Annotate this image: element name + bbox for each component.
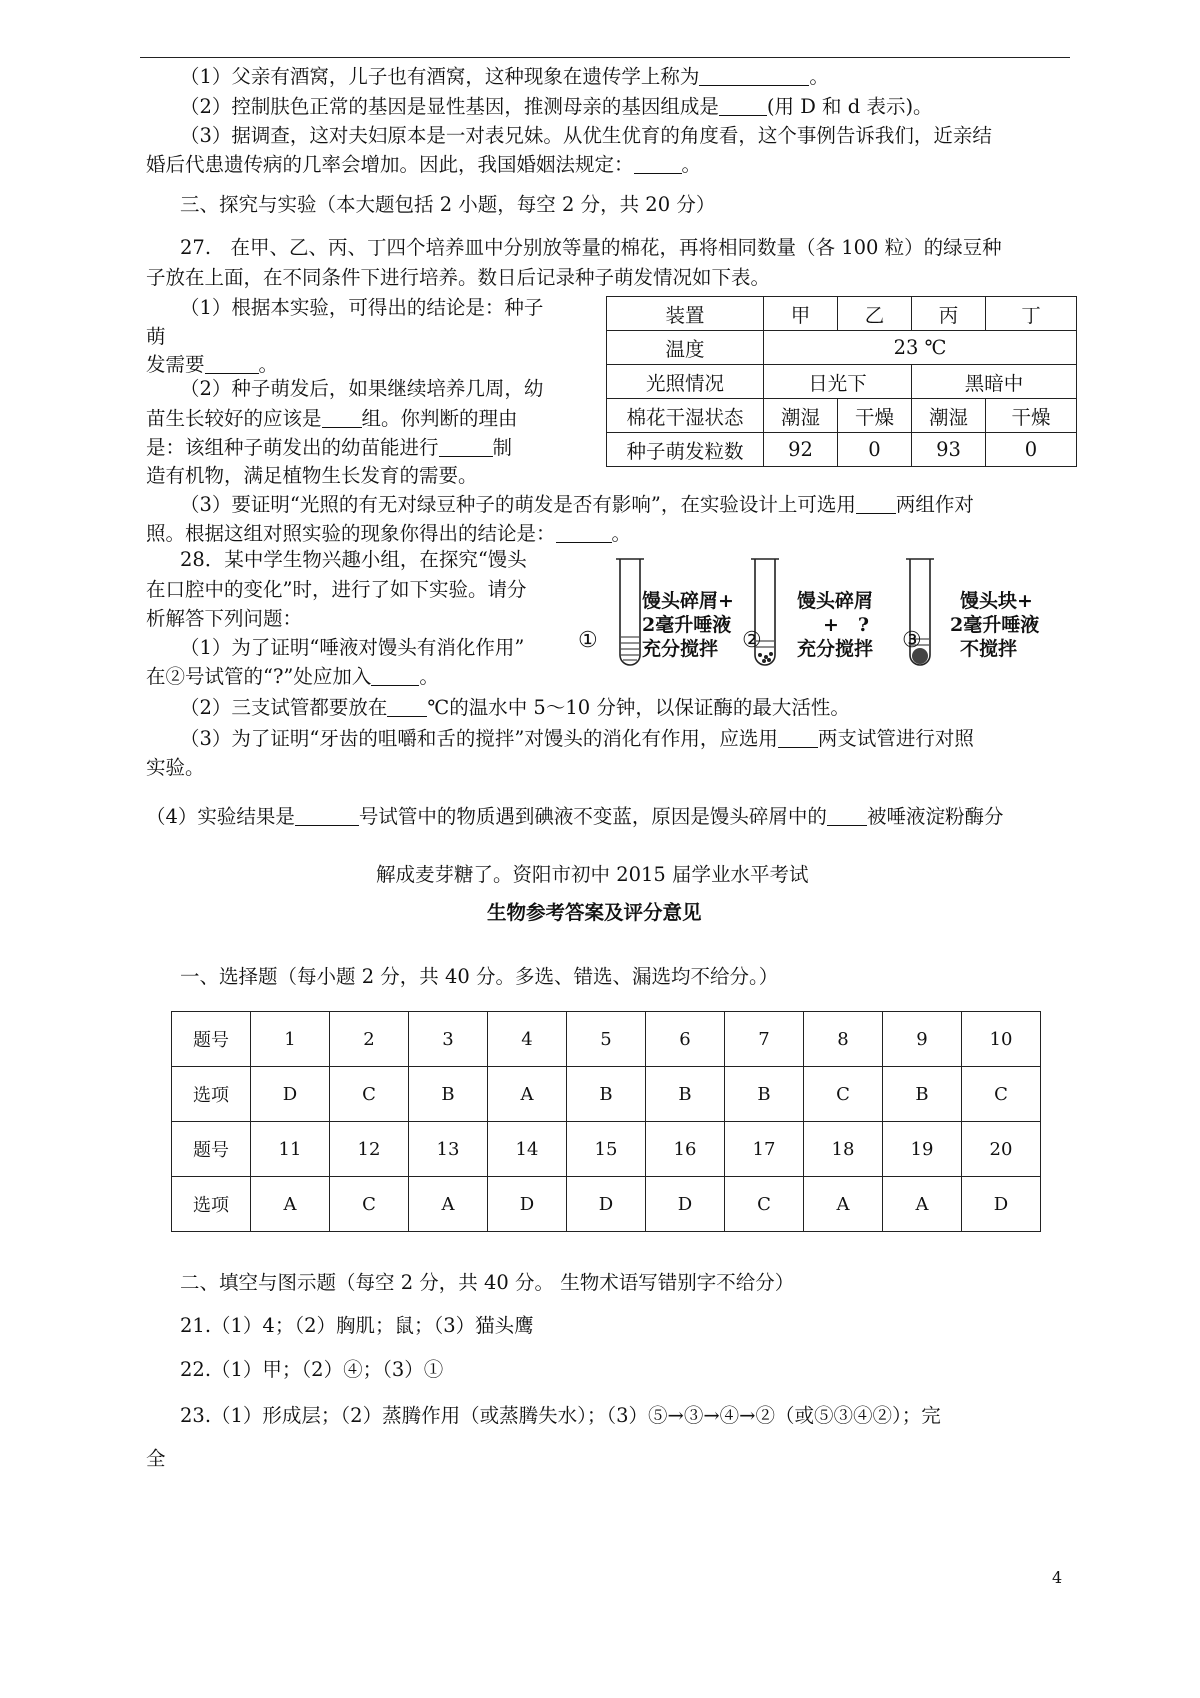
table-cell: D: [251, 1067, 330, 1122]
table-cell: C: [804, 1067, 883, 1122]
q26-line3b: 婚后代患遗传病的几率会增加。因此，我国婚姻法规定： 。: [146, 153, 702, 176]
q27-p2b: 苗生长较好的应该是 组。你判断的理由: [146, 407, 518, 430]
answer-21: 21.（1）4；（2）胸肌；鼠；（3）猫头鹰: [180, 1314, 534, 1337]
table-cell: 题号: [172, 1012, 251, 1067]
q28-intro1: 28．某中学生物兴趣小组，在探究“馒头: [180, 548, 527, 571]
table-row: [607, 331, 1077, 365]
q28-p2: （2）三支试管都要放在 ℃的温水中 5～10 分钟，以保证酶的最大活性。: [180, 696, 850, 719]
q28-p1a: （1）为了证明“唾液对馒头有消化作用”: [180, 636, 525, 659]
q28-intro3: 析解答下列问题：: [146, 607, 303, 630]
table-cell: 11: [251, 1122, 330, 1177]
table-cell: 9: [883, 1012, 962, 1067]
q27-p2d: 造有机物，满足植物生长发育的需要。: [146, 464, 478, 487]
q27-p1b: 萌: [146, 325, 166, 348]
table-cell: 18: [804, 1122, 883, 1177]
q28-p4: （4）实验结果是 号试管中的物质遇到碘液不变蓝，原因是馒头碎屑中的 被唾液淀粉酶分: [146, 805, 1004, 828]
table-cell: 棉花干湿状态: [607, 399, 764, 433]
table-cell: 19: [883, 1122, 962, 1177]
table-cell: C: [962, 1067, 1041, 1122]
table-cell: 黑暗中: [912, 365, 1077, 399]
table-cell: 丙: [912, 297, 986, 331]
q28-p3b: 实验。: [146, 756, 205, 779]
table-cell: 5: [567, 1012, 646, 1067]
table-cell: A: [409, 1177, 488, 1232]
table-cell: B: [409, 1067, 488, 1122]
table-cell: 13: [409, 1122, 488, 1177]
q27-p3a: （3）要证明“光照的有无对绿豆种子的萌发是否有影响”，在实验设计上可选用 两组作对: [180, 493, 974, 516]
answers-section1: 一、选择题（每小题 2 分，共 40 分。多选、错选、漏选均不给分。）: [180, 965, 779, 988]
q27-p1a: （1）根据本实验，可得出的结论是：种子: [180, 296, 544, 319]
table-cell: 甲: [764, 297, 838, 331]
tube-2-label: 馒头碎屑 + ? 充分搅拌: [797, 590, 874, 660]
table-cell: 光照情况: [607, 365, 764, 399]
table-cell: D: [646, 1177, 725, 1232]
table-cell: 20: [962, 1122, 1041, 1177]
answer-23b: 全: [146, 1447, 166, 1470]
table-row: [607, 433, 1077, 467]
q27-intro1: 27. 在甲、乙、丙、丁四个培养皿中分别放等量的棉花，再将相同数量（各 100 粒）的绿豆种: [180, 236, 1002, 259]
table-cell: 选项: [172, 1177, 251, 1232]
table-cell: 93: [912, 433, 986, 467]
table-cell: 丁: [986, 297, 1077, 331]
table-cell: B: [883, 1067, 962, 1122]
answers-section2: 二、填空与图示题（每空 2 分，共 40 分。 生物术语写错别字不给分）: [180, 1271, 795, 1294]
tube-1-label: 馒头碎屑+ 2毫升唾液 充分搅拌: [642, 590, 734, 660]
table-cell: 乙: [838, 297, 912, 331]
tube-number-1: ①: [578, 628, 598, 653]
exam-title: 解成麦芽糖了。资阳市初中 2015 届学业水平考试: [376, 863, 809, 886]
page-number: 4: [1052, 1568, 1063, 1587]
table-cell: 23 ℃: [764, 331, 1077, 365]
table-cell: 14: [488, 1122, 567, 1177]
table-cell: 16: [646, 1122, 725, 1177]
header-rule: [140, 57, 1070, 58]
q26-line2: （2）控制肤色正常的基因是显性基因，推测母亲的基因组成是 (用 D 和 d 表示)。: [180, 95, 933, 118]
q26-line1: （1）父亲有酒窝，儿子也有酒窝，这种现象在遗传学上称为 。: [180, 65, 829, 88]
table-cell: D: [488, 1177, 567, 1232]
table-cell: 选项: [172, 1067, 251, 1122]
q27-intro2: 子放在上面，在不同条件下进行培养。数日后记录种子萌发情况如下表。: [146, 266, 771, 289]
table-cell: 题号: [172, 1122, 251, 1177]
q28-p3a: （3）为了证明“牙齿的咀嚼和舌的搅拌”对馒头的消化有作用，应选用 两支试管进行对照: [180, 727, 974, 750]
table-cell: D: [962, 1177, 1041, 1232]
q26-line3a: （3）据调查，这对夫妇原本是一对表兄妹。从优生优育的角度看，这个事例告诉我们，近亲结: [180, 124, 992, 147]
table-row: [607, 399, 1077, 433]
table-row: [172, 1012, 1041, 1067]
table-cell: B: [567, 1067, 646, 1122]
table-cell: 92: [764, 433, 838, 467]
table-cell: 潮湿: [912, 399, 986, 433]
q28-p1b: 在②号试管的“?”处应加入 。: [146, 665, 439, 688]
table-cell: 干燥: [838, 399, 912, 433]
table-cell: C: [330, 1177, 409, 1232]
table-cell: 15: [567, 1122, 646, 1177]
table-cell: 日光下: [764, 365, 912, 399]
section3-heading: 三、探究与实验（本大题包括 2 小题，每空 2 分，共 20 分）: [180, 193, 716, 216]
table-row: [607, 297, 1077, 331]
table-cell: B: [646, 1067, 725, 1122]
table-cell: 0: [838, 433, 912, 467]
table-cell: C: [330, 1067, 409, 1122]
table-cell: 7: [725, 1012, 804, 1067]
table-cell: 8: [804, 1012, 883, 1067]
test-tube-1: [616, 559, 644, 665]
table-cell: 潮湿: [764, 399, 838, 433]
answer-22: 22.（1）甲；（2）④；（3）①: [180, 1358, 444, 1381]
table-cell: 装置: [607, 297, 764, 331]
table-cell: 1: [251, 1012, 330, 1067]
table-cell: 种子萌发粒数: [607, 433, 764, 467]
table-cell: 温度: [607, 331, 764, 365]
table-row: [607, 365, 1077, 399]
table-cell: A: [804, 1177, 883, 1232]
q27-p2c: 是：该组种子萌发出的幼苗能进行 制: [146, 436, 513, 459]
tube-3-label: 馒头块+ 2毫升唾液 不搅拌: [950, 590, 1040, 660]
table-row: [172, 1177, 1041, 1232]
q28-intro2: 在口腔中的变化”时，进行了如下实验。请分: [146, 578, 527, 601]
q27-p1c: 发需要 。: [146, 353, 279, 376]
table-row: [172, 1122, 1041, 1177]
table-cell: B: [725, 1067, 804, 1122]
table-cell: 4: [488, 1012, 567, 1067]
q27-p3b: 照。根据这组对照实验的现象你得出的结论是： 。: [146, 522, 632, 545]
table-cell: C: [725, 1177, 804, 1232]
table-cell: A: [488, 1067, 567, 1122]
table-cell: 干燥: [986, 399, 1077, 433]
answer-23a: 23.（1）形成层；（2）蒸腾作用（或蒸腾失水）；（3）⑤→③→④→②（或⑤③④②）；完: [180, 1404, 941, 1427]
table-row: [172, 1067, 1041, 1122]
tube-number-2: ②: [742, 628, 762, 653]
tube-number-3: ③: [902, 628, 922, 653]
table-cell: A: [883, 1177, 962, 1232]
germination-table: [606, 296, 1077, 467]
table-cell: 17: [725, 1122, 804, 1177]
answers-title: 生物参考答案及评分意见: [487, 901, 702, 924]
table-cell: 3: [409, 1012, 488, 1067]
choice-answer-table: [171, 1011, 1041, 1232]
table-cell: A: [251, 1177, 330, 1232]
q27-p2a: （2）种子萌发后，如果继续培养几周，幼: [180, 377, 544, 400]
table-cell: 10: [962, 1012, 1041, 1067]
table-cell: 2: [330, 1012, 409, 1067]
table-cell: D: [567, 1177, 646, 1232]
table-cell: 6: [646, 1012, 725, 1067]
table-cell: 12: [330, 1122, 409, 1177]
table-cell: 0: [986, 433, 1077, 467]
